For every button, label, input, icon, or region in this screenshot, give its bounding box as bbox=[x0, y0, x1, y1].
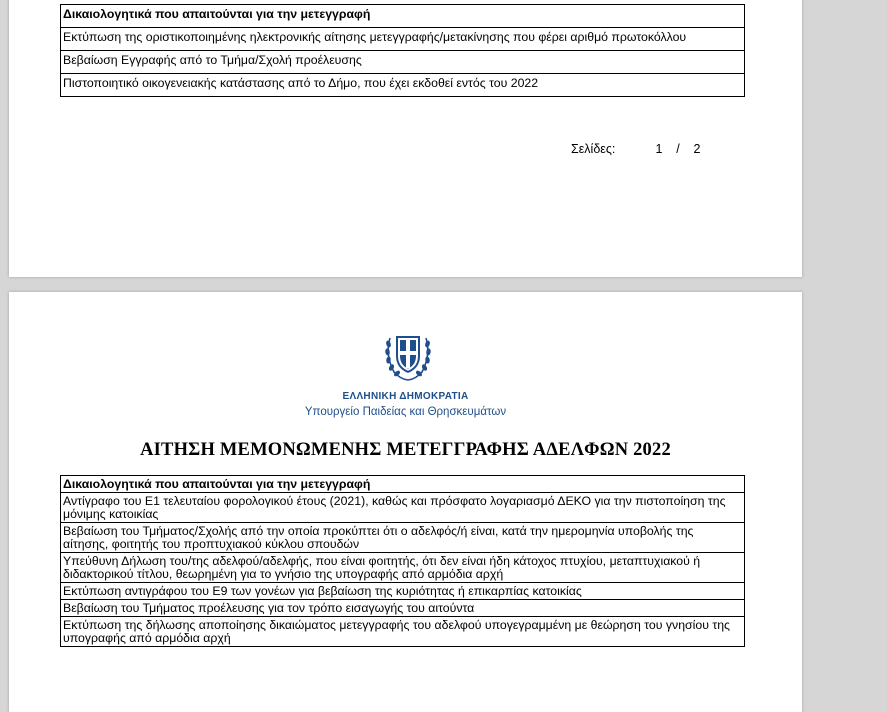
table-row: Εκτύπωση της οριστικοποιημένης ηλεκτρονικής αίτησης μετεγγραφής/μετακίνησης που φέρει αριθμό πρωτοκόλλου bbox=[61, 28, 745, 51]
table-row: Βεβαίωση του Τμήματος/Σχολής από την οποία προκύπτει ότι ο αδελφός/ή είναι, κατά την ημερομηνία υποβολής της αίτησης, φοιτητής του προπτυχιακού κύκλου σπουδών bbox=[61, 523, 745, 553]
table-row: Αντίγραφο του Ε1 τελευταίου φορολογικού έτους (2021), καθώς και πρόσφατο λογαριασμό ΔΕΚΟ για την πιστοποίηση της μόνιμης κατοικίας bbox=[61, 493, 745, 523]
page-title: ΑΙΤΗΣΗ ΜΕΜΟΝΩΜΕΝΗΣ ΜΕΤΕΓΓΡΑΦΗΣ ΑΔΕΛΦΩΝ 2022 bbox=[140, 440, 671, 460]
table-row: Βεβαίωση Εγγραφής από το Τμήμα/Σχολή προέλευσης bbox=[61, 51, 745, 74]
page-counter bbox=[571, 142, 707, 156]
document-page-1 bbox=[9, 0, 802, 277]
document-page-2 bbox=[9, 292, 802, 712]
greek-coat-of-arms-icon bbox=[382, 328, 434, 382]
table-header: Δικαιολογητικά που απαιτούνται για την μετεγγραφή bbox=[61, 476, 745, 493]
requirements-table bbox=[60, 4, 745, 97]
table-row: Πιστοποιητικό οικογενειακής κατάστασης από το Δήμο, που έχει εκδοθεί εντός του 2022 bbox=[61, 74, 745, 97]
page-total: 2 bbox=[693, 142, 701, 156]
page-separator: / bbox=[676, 142, 680, 156]
page-counter-label: Σελίδες: bbox=[571, 142, 616, 156]
requirements-table bbox=[60, 475, 745, 647]
organization-name: ΕΛΛΗΝΙΚΗ ΔΗΜΟΚΡΑΤΙΑ bbox=[342, 391, 469, 402]
table-row: Υπεύθυνη Δήλωση του/της αδελφού/αδελφής, που είναι φοιτητής, ότι δεν είναι ήδη κάτοχος πτυχίου, μεταπτυχιακού ή διδακτορικού τίτλου, θεωρημένη για το γνήσιο της υπογραφής από αρμόδια αρχή bbox=[61, 553, 745, 583]
ministry-name: Υπουργείο Παιδείας και Θρησκευμάτων bbox=[304, 406, 507, 418]
table-row: Εκτύπωση αντιγράφου του Ε9 των γονέων για βεβαίωση της κυριότητας ή επικαρπίας κατοικίας bbox=[61, 583, 745, 600]
page-current: 1 bbox=[655, 142, 663, 156]
table-row: Εκτύπωση της δήλωσης αποποίησης δικαιώματος μετεγγραφής του αδελφού υπογεγραμμένη με θεώρηση του γνησίου της υπογραφής από αρμόδια αρχή bbox=[61, 617, 745, 647]
table-row: Βεβαίωση του Τμήματος προέλευσης για τον τρόπο εισαγωγής του αιτούντα bbox=[61, 600, 745, 617]
table-header: Δικαιολογητικά που απαιτούνται για την μετεγγραφή bbox=[61, 5, 745, 28]
